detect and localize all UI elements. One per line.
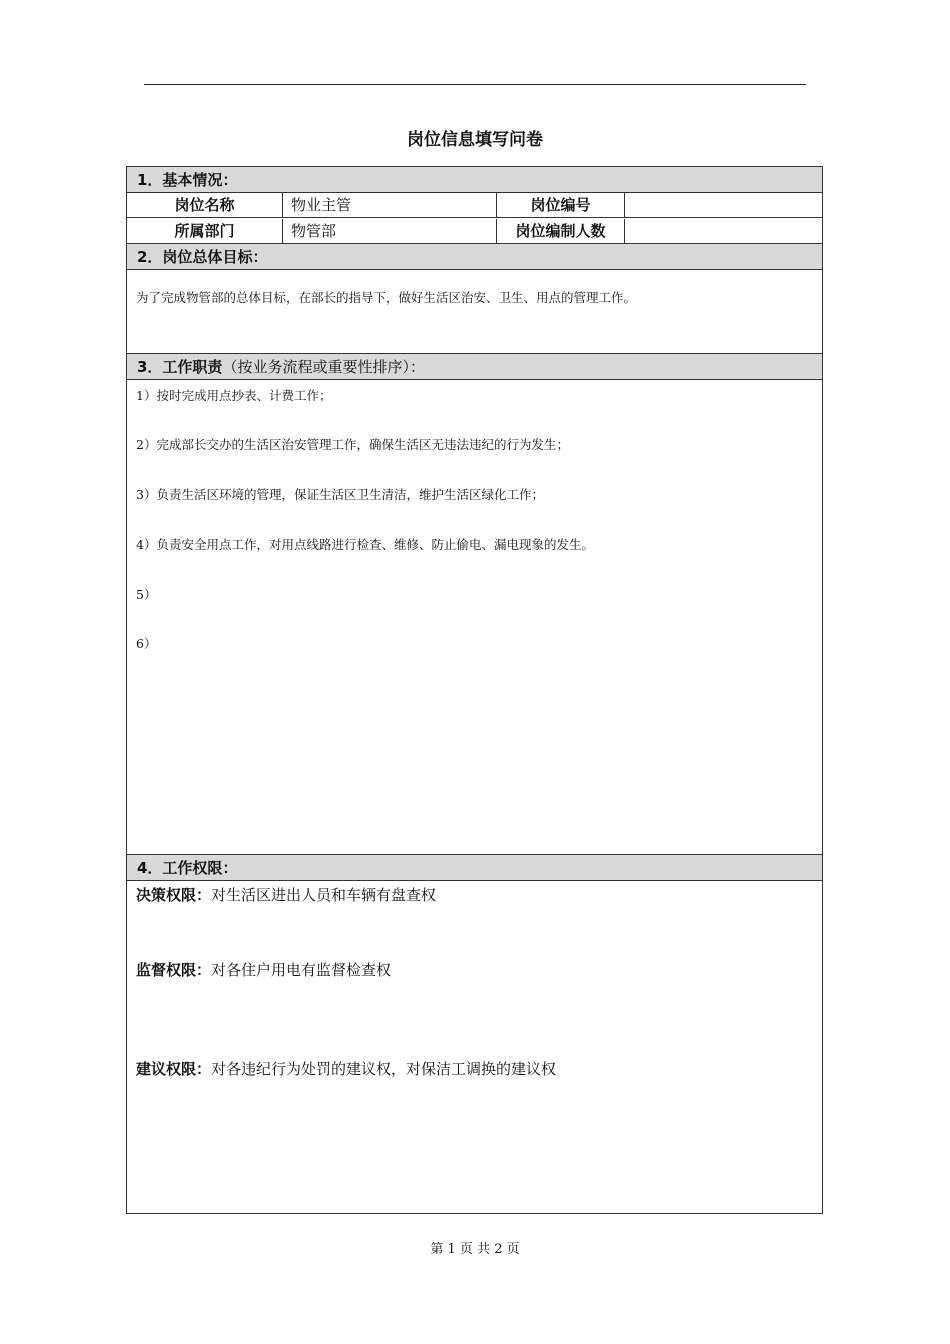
authority-supervision-text: 对各住户用电有监督检查权 [211, 961, 392, 979]
section-basic-info-heading: 1．基本情况： [127, 167, 822, 193]
position-name-label: 岗位名称 [127, 193, 283, 217]
headcount-value[interactable] [625, 219, 822, 243]
position-name-value[interactable]: 物业主管 [283, 193, 497, 217]
position-code-value[interactable] [625, 193, 822, 217]
department-label: 所属部门 [127, 219, 283, 243]
responsibility-item: 1）按时完成用点抄表、计费工作； [136, 388, 332, 403]
responsibility-item: 4）负责安全用点工作，对用点线路进行检查、维修、防止偷电、漏电现象的发生。 [136, 537, 594, 552]
authority-suggestion [136, 1058, 556, 1079]
questionnaire-form [126, 166, 823, 1214]
authority-supervision [136, 959, 391, 980]
overall-goal-text: 为了完成物管部的总体目标，在部长的指导下，做好生活区治安、卫生、用点的管理工作。 [136, 290, 637, 305]
responsibility-item: 5） [136, 587, 157, 602]
authority-box[interactable] [127, 881, 822, 1214]
section-authority-heading: 4．工作权限： [127, 855, 822, 881]
responsibility-item: 6） [136, 636, 157, 651]
responsibility-item: 3）负责生活区环境的管理，保证生活区卫生清洁，维护生活区绿化工作； [136, 487, 544, 502]
responsibility-item: 2）完成部长交办的生活区治安管理工作，确保生活区无违法违纪的行为发生； [136, 437, 569, 452]
department-value[interactable]: 物管部 [283, 219, 497, 243]
document-title: 岗位信息填写问卷 [407, 130, 543, 150]
overall-goal-box[interactable] [127, 270, 822, 354]
page-number: 第 1 页 共 2 页 [430, 1242, 520, 1257]
authority-suggestion-label: 建议权限： [136, 1060, 212, 1078]
header-rule [144, 84, 806, 85]
responsibilities-box[interactable] [127, 380, 822, 855]
position-code-label: 岗位编号 [497, 193, 625, 217]
section-responsibilities-heading: 3．工作职责（按业务流程或重要性排序）： [127, 354, 822, 380]
authority-decision-text: 对生活区进出人员和车辆有盘查权 [211, 886, 437, 904]
authority-suggestion-text: 对各违纪行为处罚的建议权，对保洁工调换的建议权 [211, 1060, 557, 1078]
authority-decision-label: 决策权限： [136, 886, 212, 904]
authority-decision [136, 884, 436, 905]
info-row-position [127, 193, 822, 218]
section-overall-goal-heading: 2．岗位总体目标： [127, 244, 822, 270]
info-row-department [127, 219, 822, 244]
headcount-label: 岗位编制人数 [497, 219, 625, 243]
authority-supervision-label: 监督权限： [136, 961, 212, 979]
